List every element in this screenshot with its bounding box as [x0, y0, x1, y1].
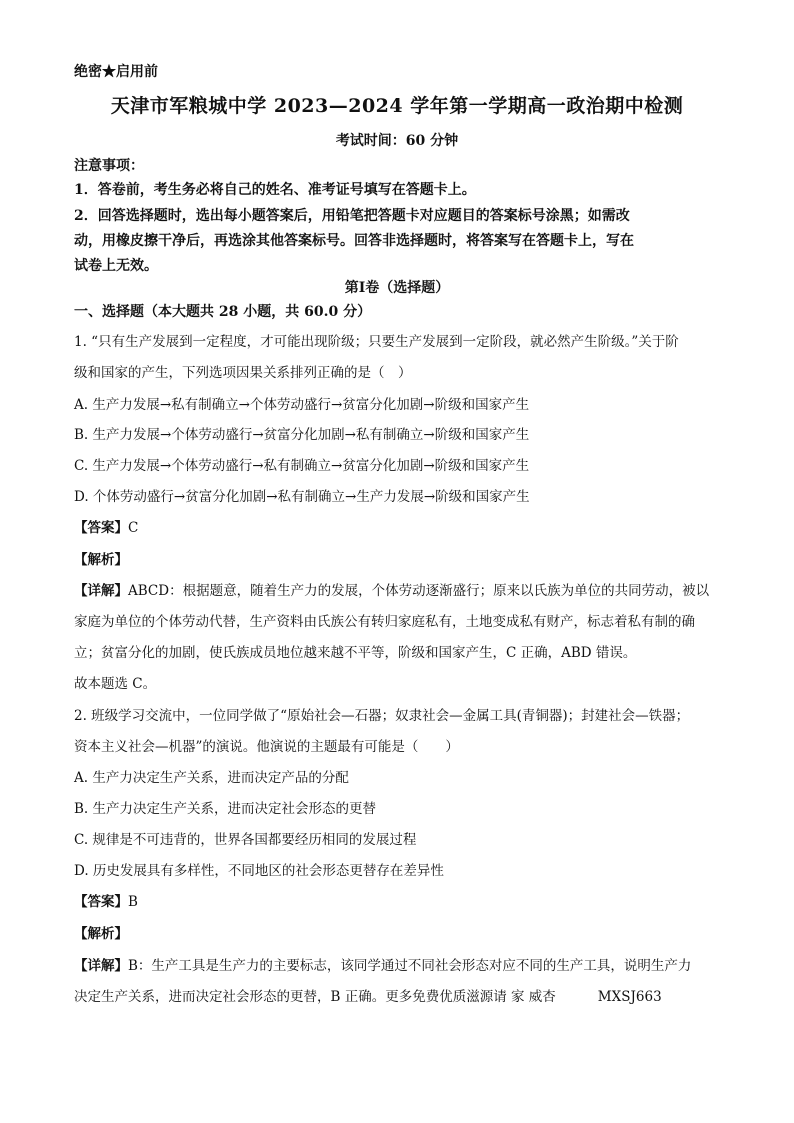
q1-option-c: C. 生产力发展→个体劳动盛行→私有制确立→贫富分化加剧→阶级和国家产生: [74, 458, 530, 474]
q2-detail-text-2: 决定生产关系，进而决定社会形态的更替，B 正确。更多免费优质滋源请 家 威杏: [74, 989, 556, 1005]
exam-title: 天津市军粮城中学 2023—2024 学年第一学期高一政治期中检测: [110, 95, 684, 117]
q2-option-a: A. 生产力决定生产关系，进而决定产品的分配: [74, 770, 349, 786]
q1-detail-line-1: [74, 581, 709, 601]
q1-analysis-row: [74, 550, 128, 570]
q2-analysis-row: [74, 924, 128, 944]
q2-option-d: D. 历史发展具有多样性，不同地区的社会形态更替存在差异性: [74, 863, 444, 879]
q2-answer-row: [74, 892, 138, 912]
q1-detail-line-3: 立；贫富分化的加剧，使氏族成员地位越来越不平等，阶级和国家产生，C 正确，ABD 错误。: [74, 645, 637, 661]
q1-option-a: A. 生产力发展→私有制确立→个体劳动盛行→贫富分化加剧→阶级和国家产生: [74, 397, 530, 413]
notice-item-1: 1．答卷前，考生务必将自己的姓名、准考证号填写在答题卡上。: [74, 182, 476, 198]
q2-detail-tag: 【详解】: [74, 958, 128, 974]
notice-item-2-line-3: 试卷上无效。: [74, 258, 158, 274]
q2-detail-line-1: [74, 956, 691, 976]
q2-option-c: C. 规律是不可违背的，世界各国都要经历相同的发展过程: [74, 832, 417, 848]
exam-time: 考试时间：60 分钟: [335, 133, 459, 149]
q2-answer-value: B: [128, 894, 138, 910]
q1-option-b: B. 生产力发展→个体劳动盛行→贫富分化加剧→私有制确立→阶级和国家产生: [74, 427, 530, 443]
q2-detail-text-1: B：生产工具是生产力的主要标志，该同学通过不同社会形态对应不同的生产工具，说明生产力: [128, 958, 692, 974]
q2-stem-line-2: 资本主义社会—机器”的演说。他演说的主题最有可能是（ ）: [74, 739, 459, 755]
q1-answer-value: C: [128, 520, 139, 536]
q2-option-b: B. 生产力决定生产关系，进而决定社会形态的更替: [74, 801, 377, 817]
watermark-code: MXSJ663: [597, 989, 662, 1005]
q1-detail-line-2: 家庭为单位的个体劳动代替，生产资料由氏族公有转归家庭私有，土地变成私有财产，标志着私有制的确: [74, 614, 695, 630]
q2-stem-line-1: 2. 班级学习交流中，一位同学做了“原始社会—石器；奴隶社会—金属工具(青铜器)；封建社会—铁器；: [74, 708, 690, 724]
q2-analysis-tag: 【解析】: [74, 926, 128, 942]
q1-option-d: D. 个体劳动盛行→贫富分化加剧→私有制确立→生产力发展→阶级和国家产生: [74, 489, 530, 505]
q1-detail-tag: 【详解】: [74, 583, 128, 599]
notice-item-2-line-1: 2．回答选择题时，选出每小题答案后，用铅笔把答题卡对应题目的答案标号涂黑；如需改: [74, 208, 630, 224]
q1-stem-line-1: 1. “只有生产发展到一定程度，才可能出现阶级；只要生产发展到一定阶段，就必然产生阶级。”关于阶: [74, 334, 679, 350]
q1-stem-line-2: 级和国家的产生，下列选项因果关系排列正确的是（ ）: [74, 365, 412, 381]
q1-analysis-tag: 【解析】: [74, 552, 128, 568]
q1-answer-row: [74, 518, 138, 538]
notice-item-2-line-2: 动，用橡皮擦干净后，再选涂其他答案标号。回答非选择题时，将答案写在答题卡上，写在: [74, 233, 634, 249]
secret-label: 绝密★启用前: [74, 64, 158, 80]
notice-heading: 注意事项：: [74, 158, 144, 174]
q1-detail-text-1: ABCD：根据题意，随着生产力的发展，个体劳动逐渐盛行；原来以氏族为单位的共同劳动，被以: [128, 583, 710, 599]
section-heading: 一、选择题（本大题共 28 小题，共 60.0 分）: [74, 304, 372, 320]
q2-answer-tag: 【答案】: [74, 894, 128, 910]
q1-conclusion: 故本题选 C。: [74, 676, 157, 692]
q1-answer-tag: 【答案】: [74, 520, 128, 536]
part-title: 第Ⅰ卷（选择题）: [344, 280, 450, 296]
q2-detail-line-2: [74, 987, 662, 1007]
